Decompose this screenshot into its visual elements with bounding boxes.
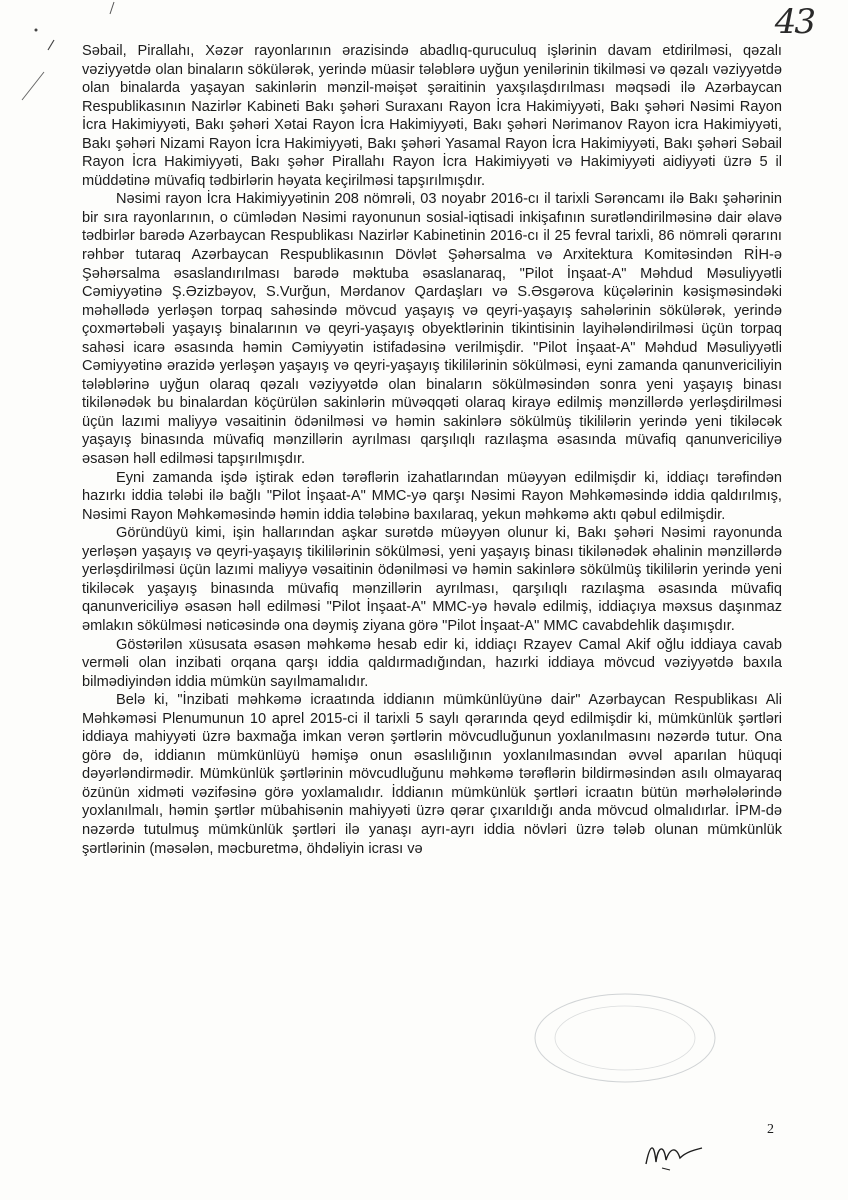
faded-seal-stamp — [520, 988, 730, 1088]
paragraph-1: Səbail, Pirallahı, Xəzər rayonlarının ərazisində abadlıq-quruculuq işlərinin davam etdirilməsi, qəzalı vəziyyətdə olan binaların sökülərək, yerində müasir tələblərə uyğun yenilərinin tikilməsi və qəzalı vəziyyətdə olan binalarda yaşayan sakinlərin mənzil-məişət şəraitinin yaxşılaşdırılması məqsədi ilə Azərbaycan Respublikasının Nazirlər Kabineti Bakı şəhəri Suraxanı Rayon İcra Hakimiyyəti, Bakı şəhəri Nəsimi Rayon İcra Hakimiyyəti, Bakı şəhəri Xətai Rayon İcra Hakimiyyəti, Bakı şəhəri Nərimanov Rayon icra Hakimiyyəti, Bakı şəhəri Nizami Rayon İcra Hakimiyyəti, Bakı şəhəri Yasamal Rayon İcra Hakimiyyəti, Bakı şəhəri Səbail Rayon İcra Hakimiyyəti, Bakı şəhər Pirallahı Rayon İcra Hakimiyyəti və Hakimiyyəti aidiyyəti üzrə 5 il müddətinə müvafiq tədbirlərin həyata keçirilməsi tapşırılmışdır. — [82, 43, 782, 189]
paragraph-4: Göründüyü kimi, işin hallarından aşkar surətdə müəyyən olunur ki, Bakı şəhəri Nəsimi rayonunda yerləşən yaşayış və qeyri-yaşayış tikililərinin sökülməsi, yeni yaşayış binası tikilənədək əhalinin mənzillərdə yerləşdirilməsi üçün lazımi maliyyə vəsaitinin ödənilməsi və həmin sakinlərə sökülmüş tikililərin yerində yeni tikiləcək yaşayış binasında müvafiq mənzillərin ayrılması, qarşılıqlı razılaşma əsasında müvafiq qanunvericiliyə əsasən həll edilməsi "Pilot İnşaat-A" MMC-yə həvalə edilmiş, iddiaçıya məxsus daşınmaz əmlakın sökülməsi nəticəsində ona dəymiş ziyana görə "Pilot İnşaat-A" MMC cavabdehlik daşımışdır. — [82, 525, 782, 634]
document-body — [82, 42, 782, 858]
signature — [640, 1134, 720, 1174]
handwritten-page-mark: 43 — [774, 2, 814, 42]
paragraph-6: Belə ki, "İnzibati məhkəmə icraatında iddianın mümkünlüyünə dair" Azərbaycan Respublikası Ali Məhkəməsi Plenumunun 10 aprel 2015-ci il tarixli 5 saylı qərarında qeyd edilmişdir ki, mümkünlük şərtləri iddiaya mahiyyəti üzrə baxmağa imkan verən şərtlərin mövcudluğunun yoxlanılmasını nəzərdə tutur. Ona görə də, iddianın mümkünlüyü həmişə onun əsaslılığının yoxlanılmasından əvvəl aparılan hüquqi dəyərləndirmədir. Mümkünlük şərtlərinin mövcudluğunu məhkəmə tərəflərin bildirməsindən asılı olmayaraq özünün xidməti vəzifəsinə görə yoxlamalıdır. İddianın mümkünlük şərtləri icraatın bütün mərhələlərində yoxlanılmalı, həmin şərtlər mübahisənin mahiyyəti üzrə qərar çıxarıldığı anda mövcud olmalıdırlar. İPM-də nəzərdə tutulmuş mümkünlük şərtləri ilə yanaşı ayrı-ayrı iddia növləri üzrə tələb olunan mümkünlük şərtlərinin (məsələn, məcburetmə, öhdəliyin icrası və — [82, 692, 782, 857]
paragraph-5: Göstərilən xüsusata əsasən məhkəmə hesab edir ki, iddiaçı Rzayev Camal Akif oğlu iddiaya cavab verməli olan inzibati orqana qarşı iddia qaldırmadığından, hazırki iddiaya mövcud vəziyyətdə baxıla bilmədiyindən iddia mümkün sayılmamalıdır. — [82, 636, 782, 690]
paragraph-3: Eyni zamanda işdə iştirak edən tərəflərin izahatlarından müəyyən edilmişdir ki, iddiaçı tərəfindən hazırkı iddia tələbi ilə bağlı "Pilot İnşaat-A" MMC-yə qarşı Nəsimi Rayon Məhkəməsində iddia qaldırılmış, Nəsimi Rayon Məhkəməsində həmin iddia tələbinə baxılaraq, yekun məhkəmə aktı qəbul edilmişdir. — [82, 469, 782, 523]
paragraph-2: Nəsimi rayon İcra Hakimiyyətinin 208 nömrəli, 03 noyabr 2016-cı il tarixli Sərəncamı ilə Bakı şəhərinin bir sıra rayonlarının, o cümlədən Nəsimi rayonunun sosial-iqtisadi inkişafının surətləndirilməsinə dair əlavə tədbirlər barədə Azərbaycan Respublikası Nazirlər Kabinetinin 2016-cı il 25 fevral tarixli, 86 nömrəli qərarını rəhbər tutaraq Azərbaycan Respublikasının Dövlət Şəhərsalma və Arxitektura Komitəsindən RİH-ə Şəhərsalma əsaslandırılması barədə məktuba əsaslanaraq, "Pilot İnşaat-A" Məhdud Məsuliyyətli Cəmiyyətinə Ş.Əzizbəyov, S.Vurğun, Mərdanov Qardaşları və S.Əsgərova küçələrinin kəsişməsindəki məhəllədə yerləşən torpaq sahəsində mövcud yaşayış və qeyri-yaşayış sahələrinin sökülərək, yerində çoxmərtəbəli yaşayış binalarının və qeyri-yaşayış obyektlərinin tikintisinin layihələndirilməsi üçün torpaq sahəsi icarə əsasında həmin Cəmiyyətin istifadəsinə verilmişdir. "Pilot İnşaat-A" Məhdud Məsuliyyətli Cəmiyyətinə ərazidə yerləşən yaşayış və qeyri-yaşayış tikililərinin sökülməsi, eyni zamanda qanunvericiliyin tələblərinə uyğun olaraq qəzalı vəziyyətdə olan binaların sökülməsindən sonra yeni yaşayış binası tikilənədək bu binalardan köçürülən sakinlərin müvəqqəti olaraq kirayə edilmiş mənzillərdə yerləşdirilməsi üçün lazımi maliyyə vəsaitinin ödənilməsi və həmin sakinlərə sökülmüş tikililərin yerində yeni tikiləcək yaşayış binasında müvafiq mənzillərin ayrılması qarşılıqlı razılaşma əsasında müvafiq qanunvericiliyə əsasən həll edilməsi tapşırılmışdır. — [82, 191, 782, 468]
page-number: 2 — [767, 1122, 774, 1137]
